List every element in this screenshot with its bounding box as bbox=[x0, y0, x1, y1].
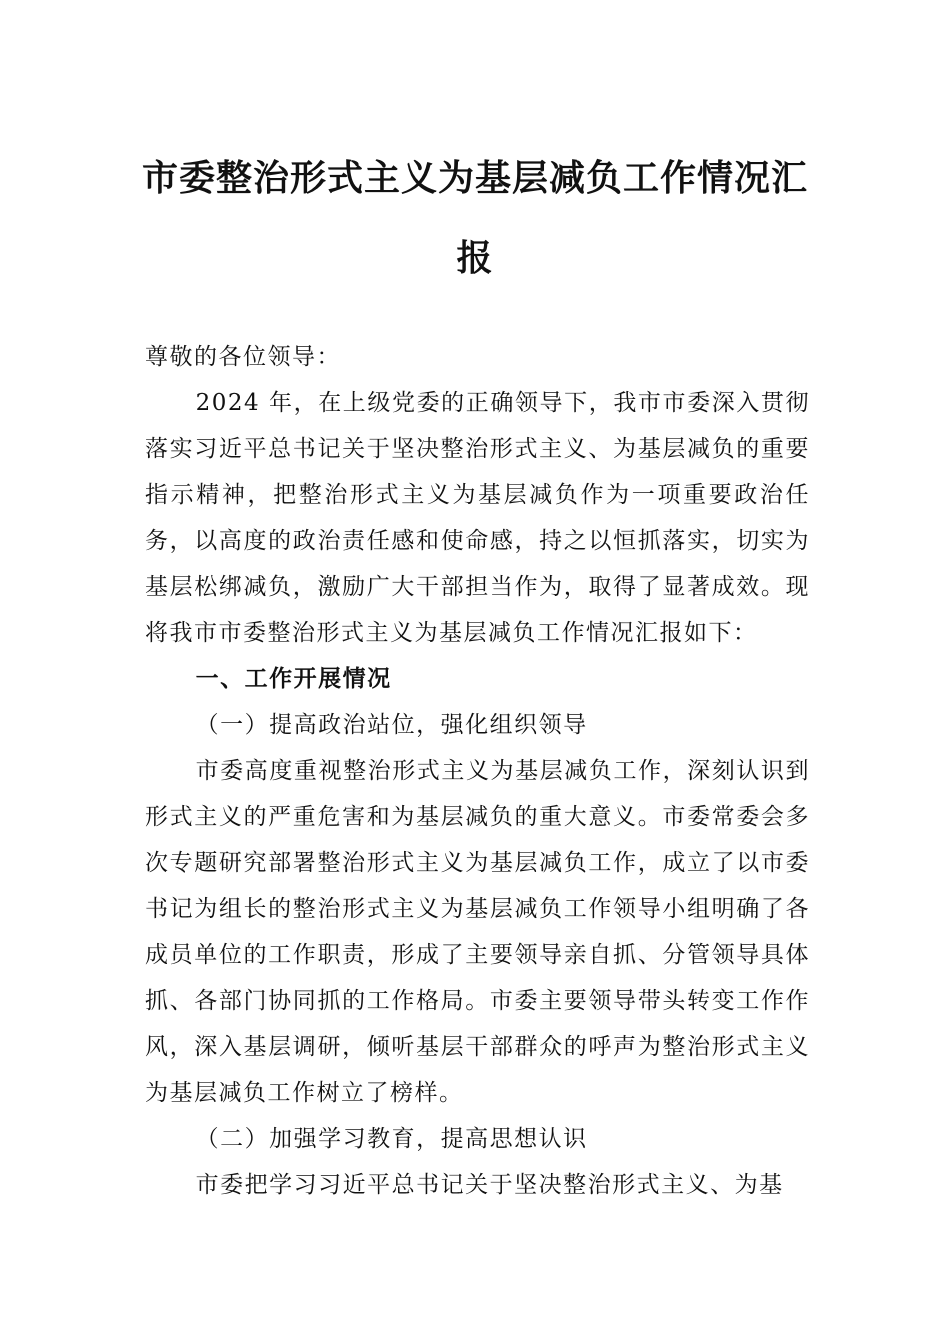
intro-paragraph: 2024 年，在上级党委的正确领导下，我市市委深入贯彻落实习近平总书记关于坚决整治形式主义、为基层减负的重要指示精神，把整治形式主义为基层减负作为一项重要政治任务，以高度的政治责任感和使命感，持之以恒抓落实，切实为基层松绑减负，激励广大干部担当作为，取得了显著成效。现将我市市委整治形式主义为基层减负工作情况汇报如下： bbox=[145, 390, 810, 646]
salutation: 尊敬的各位领导： bbox=[145, 344, 341, 370]
subsection-paragraph-1: 市委高度重视整治形式主义为基层减负工作，深刻认识到形式主义的严重危害和为基层减负的重大意义。市委常委会多次专题研究部署整治形式主义为基层减负工作，成立了以市委书记为组长的整治形式主义为基层减负工作领导小组明确了各成员单位的工作职责，形成了主要领导亲自抓、分管领导具体抓、各部门协同抓的工作格局。市委主要领导带头转变工作作风，深入基层调研，倾听基层干部群众的呼声为整治形式主义为基层减负工作树立了榜样。 bbox=[145, 758, 810, 1106]
subsection-paragraph-2: 市委把学习习近平总书记关于坚决整治形式主义、为基 bbox=[195, 1172, 784, 1198]
section-heading-1: 一、工作开展情况 bbox=[195, 665, 392, 692]
document-body bbox=[145, 334, 810, 1208]
document-title: 市委整治形式主义为基层减负工作情况汇报 bbox=[141, 157, 808, 279]
subsection-heading-2: （二）加强学习教育，提高思想认识 bbox=[195, 1126, 588, 1152]
subsection-heading-1: （一）提高政治站位，强化组织领导 bbox=[195, 712, 588, 738]
